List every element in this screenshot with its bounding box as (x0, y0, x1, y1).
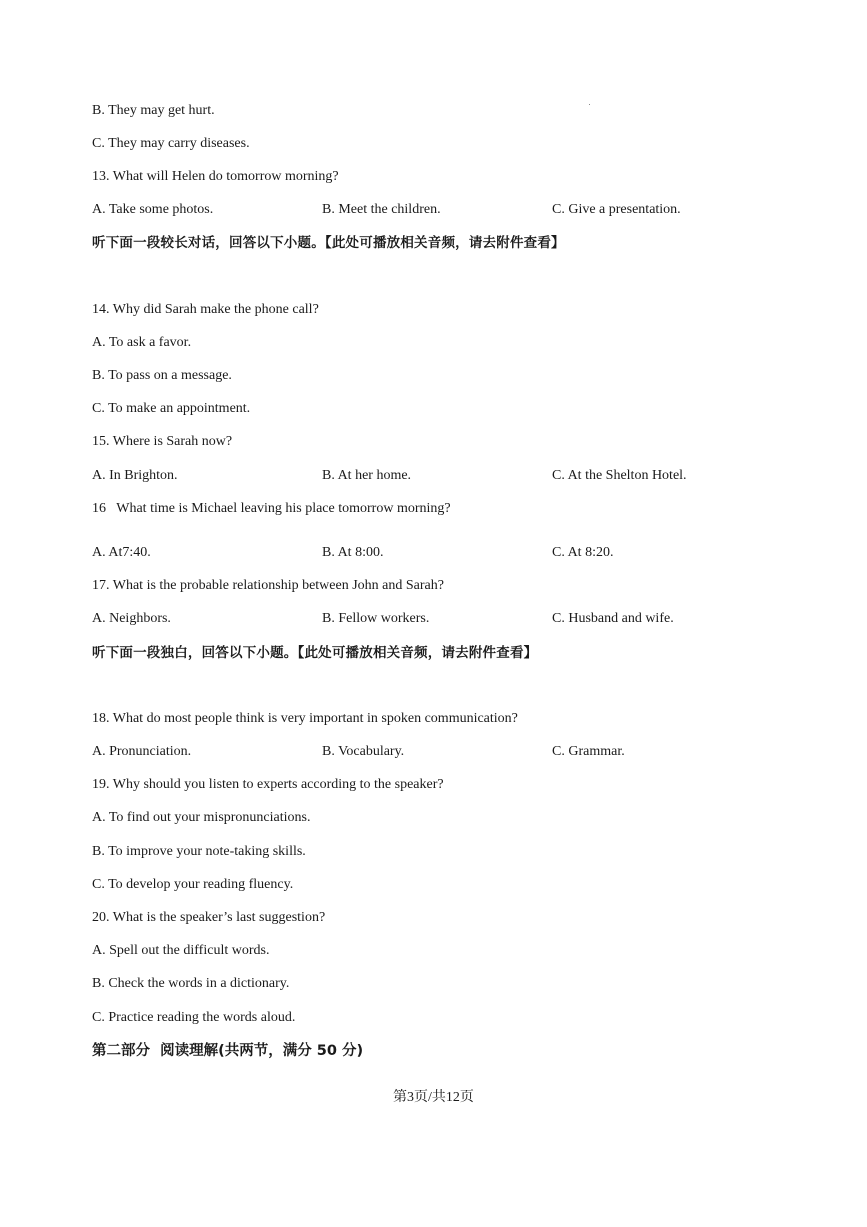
q17-option-c: C. Husband and wife. (552, 611, 674, 626)
q17-option-a: A. Neighbors. (92, 611, 171, 626)
q13-option-a: A. Take some photos. (92, 202, 214, 217)
q12-option-b: B. They may get hurt. (92, 103, 215, 118)
q19-option-a: A. To find out your mispronunciations. (92, 810, 311, 825)
q17-option-b: B. Fellow workers. (322, 611, 430, 626)
q20-option-c: C. Practice reading the words aloud. (92, 1010, 296, 1025)
q13-option-c: C. Give a presentation. (552, 202, 681, 217)
q14-option-c: C. To make an appointment. (92, 401, 251, 416)
q15-option-b: B. At her home. (322, 468, 412, 483)
question-20: 20. What is the speaker’s last suggestion? (92, 910, 326, 925)
q15-option-c: C. At the Shelton Hotel. (552, 468, 687, 483)
q12-option-c: C. They may carry diseases. (92, 136, 250, 151)
q16-option-c: C. At 8:20. (552, 545, 614, 560)
q19-option-b: B. To improve your note-taking skills. (92, 844, 306, 859)
q20-option-a: A. Spell out the difficult words. (92, 943, 270, 958)
question-14: 14. Why did Sarah make the phone call? (92, 302, 319, 317)
page-number: 第3页/共12页 (393, 1090, 474, 1105)
question-13: 13. What will Helen do tomorrow morning? (92, 169, 339, 184)
q18-option-c: C. Grammar. (552, 744, 625, 759)
scan-speck (589, 104, 590, 105)
q16-option-b: B. At 8:00. (322, 545, 384, 560)
instruction-dialogue: 听下面一段较长对话，回答以下小题。【此处可播放相关音频，请去附件查看】 (92, 235, 565, 251)
q14-option-b: B. To pass on a message. (92, 368, 232, 383)
q16-option-a: A. At7:40. (92, 545, 151, 560)
q13-option-b: B. Meet the children. (322, 202, 441, 217)
q20-option-b: B. Check the words in a dictionary. (92, 976, 290, 991)
question-19: 19. Why should you listen to experts according to the speaker? (92, 777, 444, 792)
instruction-monologue: 听下面一段独白，回答以下小题。【此处可播放相关音频，请去附件查看】 (92, 645, 538, 661)
question-18: 18. What do most people think is very important in spoken communication? (92, 711, 518, 726)
q19-option-c: C. To develop your reading fluency. (92, 877, 294, 892)
section-heading-part2: 第二部分 阅读理解(共两节，满分 50 分) (92, 1043, 364, 1059)
question-15: 15. Where is Sarah now? (92, 434, 233, 449)
question-16: 16 What time is Michael leaving his place tomorrow morning? (92, 501, 451, 516)
q15-option-a: A. In Brighton. (92, 468, 178, 483)
q18-option-a: A. Pronunciation. (92, 744, 192, 759)
q18-option-b: B. Vocabulary. (322, 744, 405, 759)
q14-option-a: A. To ask a favor. (92, 335, 192, 350)
question-17: 17. What is the probable relationship between John and Sarah? (92, 578, 444, 593)
